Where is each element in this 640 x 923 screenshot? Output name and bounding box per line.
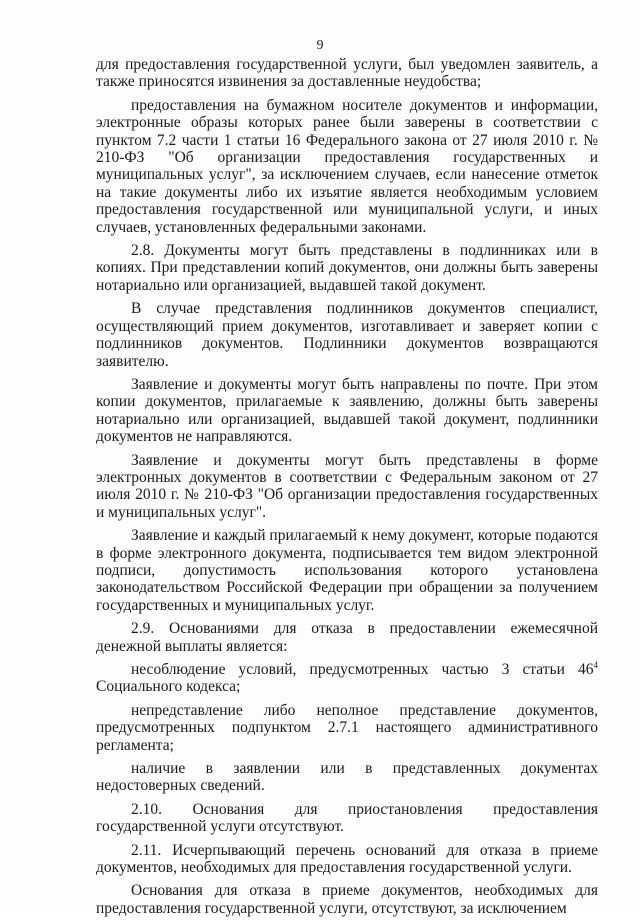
paragraph-electronic-form: Заявление и документы могут быть представлены в форме электронных документов в соответствии с Федеральным законом от 27 июля 2010 г. № 210-ФЗ "Об организации предоставления государственных и муниципальных услуг". bbox=[96, 451, 598, 521]
paragraph-nonsubmission: непредставление либо неполное представление документов, предусмотренных подпунктом 2.7.1 настоящего административного регламента; bbox=[96, 701, 598, 754]
paragraph-nonobservance bbox=[96, 661, 598, 696]
paragraph-false-information: наличие в заявлении или в представленных документах недостоверных сведений. bbox=[96, 760, 598, 795]
paragraph-electronic-signature: Заявление и каждый прилагаемый к нему документ, которые подаются в форме электронного документа, подписывается тем видом электронной подписи, допустимость использования которого установлена законодательством Российской Федерации при обращении за получением государственных и муниципальных услуг. bbox=[96, 527, 598, 614]
paragraph-paper-documents: предоставления на бумажном носителе документов и информации, электронные образы которых ранее были заверены в соответствии с пунктом 7.2 части 1 статьи 16 Федерального закона от 27 июля 2010 г. № 210-ФЗ "Об организации предоставления государственных и муниципальных услуг", за исключением случаев, если нанесение отметок на такие документы либо их изъятие является необходимым условием предоставления государственной или муниципальной услуги, и иных случаев, установленных федеральными законами. bbox=[96, 96, 598, 236]
nonobservance-text: несоблюдение условий, предусмотренных частью 3 статьи 46 bbox=[131, 661, 594, 678]
nonobservance-text-end: Социального кодекса; bbox=[96, 678, 241, 696]
paragraph-by-mail: Заявление и документы могут быть направлены по почте. При этом копии документов, прилагаемые к заявлению, должны быть заверены нотариально или организацией, выдавшей такой документ, подлинники документов не направляются. bbox=[96, 375, 598, 446]
paragraph-2-8: 2.8. Документы могут быть представлены в подлинниках или в копиях. При представлении копий документов, они должны быть заверены нотариально или организацией, выдавшей такой документ. bbox=[96, 242, 598, 294]
page-number: 9 bbox=[316, 38, 324, 53]
paragraph-2-10: 2.10. Основания для приостановления предоставления государственной услуги отсутствуют. bbox=[96, 800, 598, 836]
article-superscript: 4 bbox=[593, 659, 598, 670]
paragraph-2-11: 2.11. Исчерпывающий перечень оснований для отказа в приеме документов, необходимых для предоставления государственной услуги. bbox=[96, 841, 598, 877]
paragraph-continuation: для предоставления государственной услуги, был уведомлен заявитель, а также приносятся извинения за доставленные неудобства; bbox=[96, 56, 598, 91]
paragraph-2-9: 2.9. Основаниями для отказа в предоставлении ежемесячной денежной выплаты является: bbox=[96, 620, 598, 655]
paragraph-originals: В случае представления подлинников документов специалист, осуществляющий прием документов, изготавливает и заверяет копии с подлинников документов. Подлинники документов возвращаются заявителю. bbox=[96, 300, 598, 370]
paragraph-refusal-grounds: Основания для отказа в приеме документов, необходимых для предоставления государственной услуги, отсутствуют, за исключением bbox=[96, 882, 598, 917]
document-body bbox=[96, 56, 598, 923]
